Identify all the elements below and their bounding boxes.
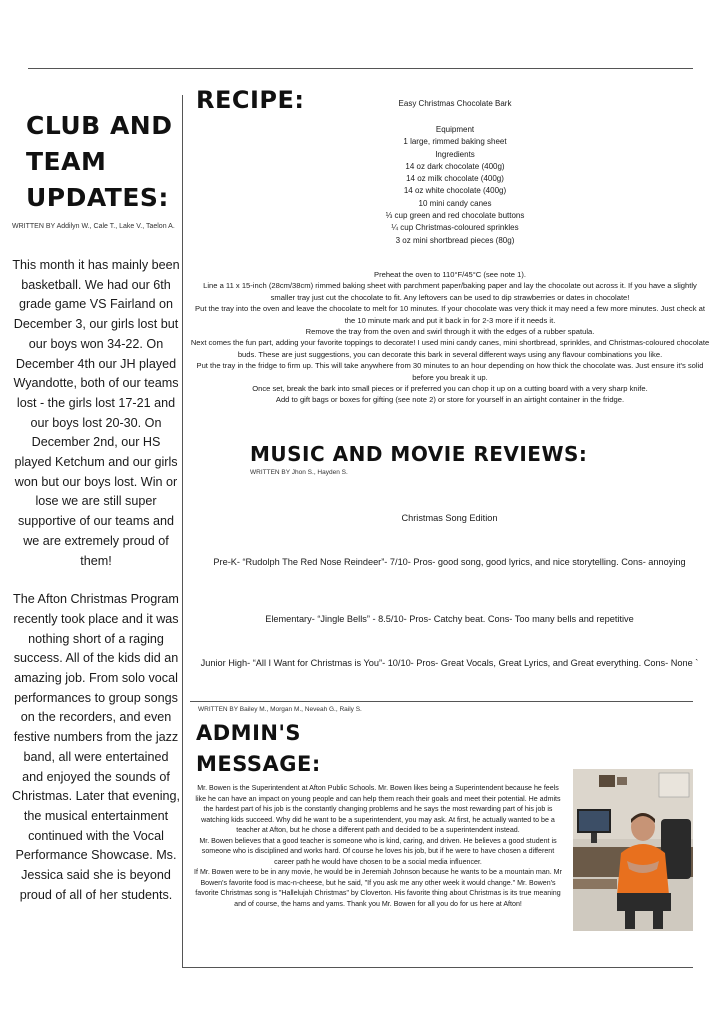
admin-byline: WRITTEN BY Bailey M., Morgan M., Neveah G., Raily S. bbox=[198, 706, 362, 713]
club-section-title: CLUB AND TEAM UPDATES: bbox=[26, 111, 173, 212]
recipe-section-title: RECIPE: bbox=[196, 86, 305, 114]
recipe-steps bbox=[190, 269, 710, 406]
music-byline: WRITTEN BY Jhon S., Hayden S. bbox=[250, 469, 348, 476]
admin-body bbox=[193, 783, 563, 909]
club-paragraph: The Afton Christmas Program recently took place and it was nothing short of a raging success. All of the kids did an amazing job. From solo vocal performances to group songs on the recorders, and even festive numbers from the jazz band, all were entertained and enjoyed the sounds of Christmas. Later that evening, the musical entertainment continued with the Vocal Performance Showcase. Ms. Jessica said she is beyond proud of all of her students. bbox=[12, 592, 180, 902]
recipe-list-item: 10 mini candy canes bbox=[418, 198, 492, 208]
recipe-list-item: 1 large, rimmed baking sheet bbox=[403, 137, 507, 147]
recipe-step: Once set, break the bark into small pieces or if preferred you can chop it up on a cutting board with a very sharp knife. bbox=[252, 384, 648, 394]
club-byline: WRITTEN BY Addilyn W., Cale T., Lake V., Taelon A. bbox=[12, 223, 175, 230]
recipe-step: Next comes the fun part, adding your favorite toppings to decorate! I used mini candy canes, mini shortbread, sprinkles, and Christmas-coloured chocolate buds. These are just suggestions, you can decorate this bark in several different ways using any flavour combinations you like. bbox=[190, 338, 710, 359]
recipe-step: Remove the tray from the oven and swirl through it with the edges of a rubber spatula. bbox=[305, 327, 595, 337]
music-review: Elementary- “Jingle Bells” - 8.5/10- Pros- Catchy beat. Cons- Too many bells and repetitive bbox=[265, 614, 634, 624]
recipe-list-item: 14 oz white chocolate (400g) bbox=[403, 186, 507, 196]
recipe-step: Put the tray in the fridge to firm up. This will take anywhere from 30 minutes to an hour depending on how thick the chocolate was. Just ensure it's solid before you break it up. bbox=[196, 361, 704, 382]
music-edition: Christmas Song Edition bbox=[401, 513, 498, 523]
recipe-list-item: Equipment bbox=[435, 125, 475, 134]
admin-paragraph: Mr. Bowen believes that a good teacher is someone who is kind, caring, and driven. He believes a good student is someone who is disciplined and works hard. Of course he loves his job, but if he were to have chosen a different career path he would have chosen to be a social media influencer. bbox=[199, 836, 557, 866]
recipe-list-item: 14 oz dark chocolate (400g) bbox=[405, 161, 505, 171]
recipe-list-item: 14 oz milk chocolate (400g) bbox=[406, 174, 504, 184]
recipe-list-item: ¼ cup Christmas-coloured sprinkles bbox=[391, 223, 519, 233]
music-review: Pre-K- “Rudolph The Red Nose Reindeer”- 7/10- Pros- good song, good lyrics, and nice storytelling. Cons- annoying bbox=[213, 557, 686, 567]
admin-section-title: ADMIN'S MESSAGE: bbox=[196, 721, 321, 776]
club-body bbox=[12, 256, 180, 906]
music-review: Junior High- “All I Want for Christmas is You”- 10/10- Pros- Great Vocals, Great Lyrics, and Great everything. Cons- None ` bbox=[200, 658, 699, 668]
recipe-step: Line a 11 x 15-inch (28cm/38cm) rimmed baking sheet with parchment paper/baking paper and lay the chocolate out across it. If you have a slightly smaller tray just cut the chocolate to fit. Any leftovers can be used to dip strawberries or dates in chocolate! bbox=[203, 281, 697, 302]
recipe-list-item: 3 oz mini shortbread pieces (80g) bbox=[395, 235, 515, 245]
recipe-step: Add to gift bags or boxes for gifting (see note 2) or store for yourself in an airtight container in the fridge. bbox=[275, 395, 625, 405]
admin-paragraph: Mr. Bowen is the Superintendent at Afton Public Schools. Mr. Bowen likes being a Superintendent because he feels like he can have an impact on young people and can help them reach their goals and meet their potential. He admits the hardest part of his job is the constantly changing problems and he says the most rewarding part of his job is watching kids succeed. Why did he want to be a superintendent, you may ask. At first, he actually wanted to be a teacher at Afton, but he chose a different path and decided to be a superintendent instead. bbox=[195, 784, 561, 834]
recipe-step: Preheat the oven to 110°F/45°C (see note 1). bbox=[374, 270, 526, 279]
music-section-title: MUSIC AND MOVIE REVIEWS: bbox=[250, 442, 588, 466]
bottom-rule bbox=[182, 967, 693, 968]
top-rule bbox=[28, 68, 693, 69]
recipe-step: Put the tray into the oven and leave the chocolate to melt for 10 minutes. If your chocolate was very thick it may need a few more minutes. Just check at the 10 minute mark and put it back in for 2-3 more if it needs it. bbox=[195, 304, 705, 325]
recipe-list-item: ⅓ cup green and red chocolate buttons bbox=[385, 211, 525, 221]
admin-paragraph: If Mr. Bowen were to be in any movie, he would be in Jeremiah Johnson because he wants to be a mountain man. Mr Bowen's favorite food is mac-n-cheese, but he said, "If you ask me any other week it would change." Mr. Bowen's favorite Christmas song is "Hallelujah Christmas" by Cloverton. His favorite thing about Christmas is its true meaning and of course, the hams and yams. Thank you Mr. Bowen for all you do for us here at Afton! bbox=[194, 868, 562, 908]
recipe-ingredients bbox=[320, 124, 590, 247]
superintendent-photo bbox=[573, 769, 693, 931]
recipe-name: Easy Christmas Chocolate Bark bbox=[398, 99, 512, 108]
column-divider bbox=[182, 95, 183, 967]
admin-top-rule bbox=[190, 701, 693, 702]
recipe-list-item: Ingredients bbox=[435, 149, 475, 159]
club-paragraph: This month it has mainly been basketball. We had our 6th grade game VS Fairland on December 3, our girls lost but our boys won 34-22. On December 4th our JH played Wyandotte, both of our teams lost - the girls lost 17-21 and our boys lost 20-30. On December 2nd, our HS played Ketchum and our girls won but our boys lost. Win or lose we are still super supportive of our teams and we are extremely proud of them! bbox=[12, 258, 180, 568]
